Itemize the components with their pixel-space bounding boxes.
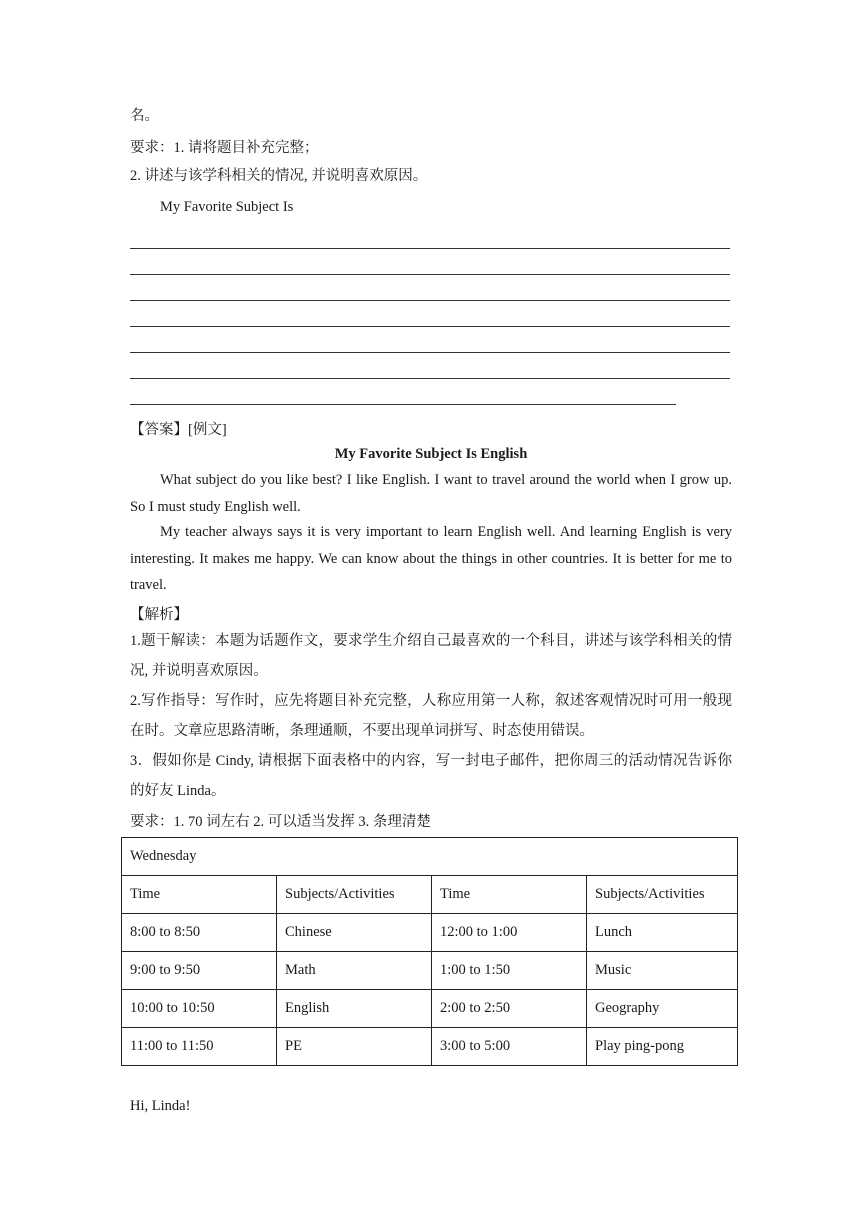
table-row xyxy=(122,838,738,876)
table-cell: Chinese xyxy=(277,914,432,952)
schedule-table xyxy=(121,837,738,1066)
table-header-row xyxy=(122,876,738,914)
essay-title: My Favorite Subject Is English xyxy=(334,446,528,462)
table-cell: 11:00 to 11:50 xyxy=(122,1028,277,1066)
table-cell: 8:00 to 8:50 xyxy=(122,914,277,952)
table-cell: Music xyxy=(587,952,738,990)
table-cell: 9:00 to 9:50 xyxy=(122,952,277,990)
table-row xyxy=(122,990,738,1028)
writing-line-4 xyxy=(130,326,730,327)
question-3: 3．假如你是 Cindy, 请根据下面表格中的内容，写一封电子邮件，把你周三的活动情况告诉你的好友 Linda。 xyxy=(130,753,732,799)
text-line-2: 要求：1. 请将题目补充完整； xyxy=(130,140,319,156)
table-row xyxy=(122,914,738,952)
essay-paragraph-1: What subject do you like best? I like English. I want to travel around the world when I grow up. So I must study English well. xyxy=(130,472,732,515)
table-header: Subjects/Activities xyxy=(587,876,738,914)
writing-line-7 xyxy=(130,404,676,405)
writing-line-2 xyxy=(130,274,730,275)
table-cell: Lunch xyxy=(587,914,738,952)
table-cell: 12:00 to 1:00 xyxy=(432,914,587,952)
writing-line-3 xyxy=(130,300,730,301)
table-header: Time xyxy=(122,876,277,914)
writing-line-5 xyxy=(130,352,730,353)
table-cell: PE xyxy=(277,1028,432,1066)
analysis-paragraph-2: 2.写作指导：写作时，应先将题目补充完整，人称应用第一人称，叙述客观情况时可用一般现在时。文章应思路清晰，条理通顺，不要出现单词拼写、时态使用错误。 xyxy=(130,693,732,739)
table-cell: Geography xyxy=(587,990,738,1028)
table-cell: Math xyxy=(277,952,432,990)
requirements-line: 要求：1. 70 词左右 2. 可以适当发挥 3. 条理清楚 xyxy=(130,814,431,830)
table-header: Time xyxy=(432,876,587,914)
table-cell: Play ping-pong xyxy=(587,1028,738,1066)
table-row xyxy=(122,1028,738,1066)
writing-line-6 xyxy=(130,378,730,379)
table-row xyxy=(122,952,738,990)
prompt-title: My Favorite Subject Is xyxy=(160,199,294,215)
letter-greeting: Hi, Linda! xyxy=(130,1098,191,1114)
table-header: Subjects/Activities xyxy=(277,876,432,914)
table-cell: 10:00 to 10:50 xyxy=(122,990,277,1028)
analysis-paragraph-1: 1.题干解读：本题为话题作文，要求学生介绍自己最喜欢的一个科目，讲述与该学科相关的情况, 并说明喜欢原因。 xyxy=(130,633,732,679)
answer-label: 【答案】[例文] xyxy=(130,422,227,438)
essay-paragraph-2: My teacher always says it is very important to learn English well. And learning English is very interesting. It makes me happy. We can know about the things in other countries. It is better for me to travel. xyxy=(130,524,732,593)
text-line-1: 名。 xyxy=(130,108,159,124)
table-day-cell: Wednesday xyxy=(122,838,738,876)
table-cell: 1:00 to 1:50 xyxy=(432,952,587,990)
table-cell: English xyxy=(277,990,432,1028)
analysis-label: 【解析】 xyxy=(130,607,188,623)
table-cell: 2:00 to 2:50 xyxy=(432,990,587,1028)
writing-line-1 xyxy=(130,248,730,249)
table-cell: 3:00 to 5:00 xyxy=(432,1028,587,1066)
text-line-3: 2. 讲述与该学科相关的情况, 并说明喜欢原因。 xyxy=(130,168,428,184)
